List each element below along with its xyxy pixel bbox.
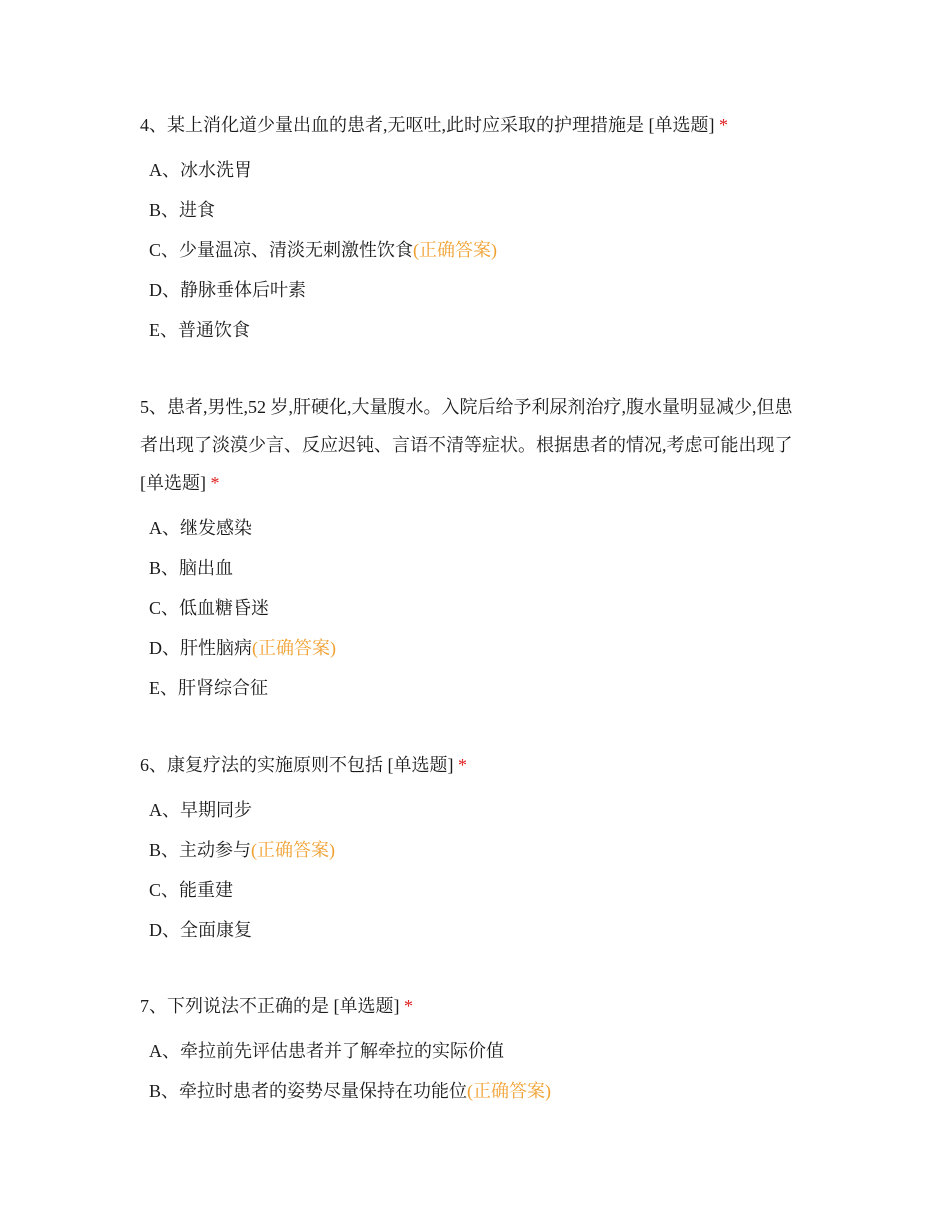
question-title (140, 106, 805, 144)
option-b[interactable]: B、主动参与(正确答案) (149, 840, 336, 860)
option-e[interactable]: E、普通饮食 (149, 320, 250, 340)
question-title (140, 388, 805, 502)
correct-answer-label: (正确答案) (413, 240, 498, 260)
required-mark: * (458, 755, 467, 775)
question-text: 6、康复疗法的实施原则不包括 [单选题] (140, 755, 454, 775)
question-text: 4、某上消化道少量出血的患者,无呕吐,此时应采取的护理措施是 [单选题] (140, 115, 715, 135)
question-6 (140, 746, 805, 950)
question-text: 5、患者,男性,52 岁,肝硬化,大量腹水。入院后给予利尿剂治疗,腹水量明显减少,但患者出现了淡漠少言、反应迟钝、言语不清等症状。根据患者的情况,考虑可能出现了 [单选题] (140, 397, 793, 493)
required-mark: * (719, 115, 728, 135)
option-list (140, 790, 805, 950)
option-c[interactable]: C、少量温凉、清淡无刺激性饮食(正确答案) (149, 240, 498, 260)
option-c[interactable]: C、能重建 (149, 880, 234, 900)
required-mark: * (210, 473, 220, 493)
question-4 (140, 106, 805, 350)
question-7 (140, 987, 805, 1111)
option-list (140, 508, 805, 708)
option-e[interactable]: E、肝肾综合征 (149, 678, 268, 698)
option-b[interactable]: B、牵拉时患者的姿势尽量保持在功能位(正确答案) (149, 1081, 552, 1101)
question-text: 7、下列说法不正确的是 [单选题] (140, 996, 400, 1016)
option-d[interactable]: D、肝性脑病(正确答案) (149, 638, 336, 658)
correct-answer-label: (正确答案) (467, 1081, 552, 1101)
option-b[interactable]: B、进食 (149, 200, 216, 220)
option-list (140, 1031, 805, 1111)
required-mark: * (404, 996, 413, 1016)
correct-answer-label: (正确答案) (252, 638, 336, 658)
question-title (140, 987, 805, 1025)
option-d[interactable]: D、静脉垂体后叶素 (149, 280, 306, 300)
option-b[interactable]: B、脑出血 (149, 558, 234, 578)
option-a[interactable]: A、继发感染 (149, 518, 252, 538)
option-a[interactable]: A、早期同步 (149, 800, 252, 820)
option-c[interactable]: C、低血糖昏迷 (149, 598, 270, 618)
question-5 (140, 388, 805, 708)
correct-answer-label: (正确答案) (251, 840, 336, 860)
option-list (140, 150, 805, 350)
option-a[interactable]: A、牵拉前先评估患者并了解牵拉的实际价值 (149, 1041, 504, 1061)
option-a[interactable]: A、冰水洗胃 (149, 160, 252, 180)
question-title (140, 746, 805, 784)
option-d[interactable]: D、全面康复 (149, 920, 252, 940)
